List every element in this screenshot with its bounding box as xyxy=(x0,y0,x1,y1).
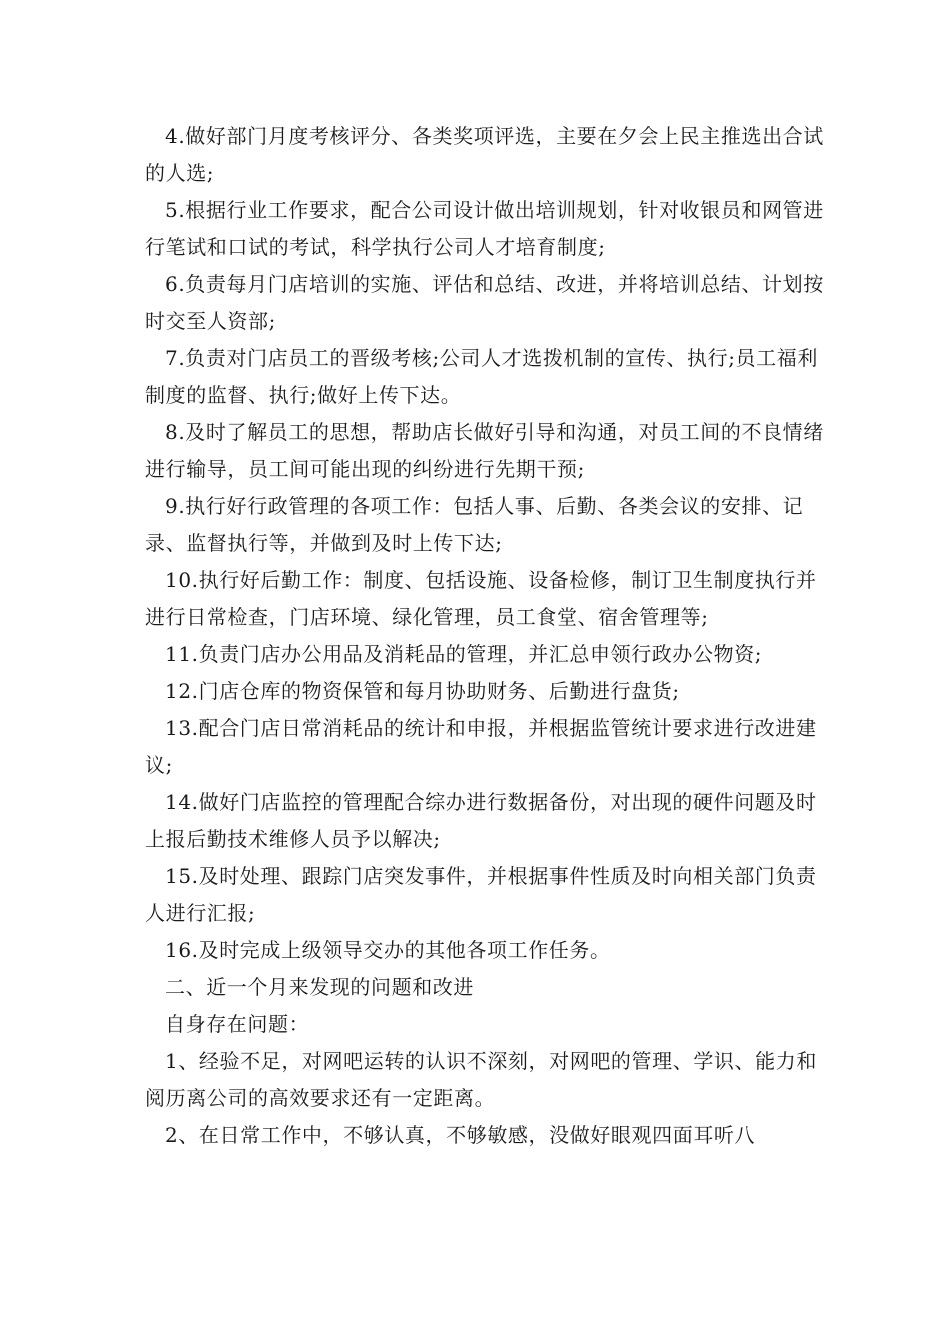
paragraph-item-9: 9.执行好行政管理的各项工作：包括人事、后勤、各类会议的安排、记录、监督执行等，并做到及时上传下达; xyxy=(145,494,804,555)
paragraph-item-8: 8.及时了解员工的思想，帮助店长做好引导和沟通，对员工间的不良情绪进行输导，员工间可能出现的纠纷进行先期干预; xyxy=(145,420,824,481)
document-body xyxy=(145,118,825,1154)
paragraph-item-6: 6.负责每月门店培训的实施、评估和总结、改进，并将培训总结、计划按时交至人资部; xyxy=(145,272,824,333)
paragraph-item-16: 16.及时完成上级领导交办的其他各项工作任务。 xyxy=(165,938,611,962)
paragraph-item-13: 13.配合门店日常消耗品的统计和申报，并根据监管统计要求进行改进建议; xyxy=(145,716,817,777)
paragraph-item-7: 7.负责对门店员工的晋级考核;公司人才选拨机制的宣传、执行;员工福利制度的监督、执行;做好上传下达。 xyxy=(145,346,818,407)
paragraph-item-15: 15.及时处理、跟踪门店突发事件，并根据事件性质及时向相关部门负责人进行汇报; xyxy=(145,864,817,925)
paragraph-item-11: 11.负责门店办公用品及消耗品的管理，并汇总申领行政办公物资; xyxy=(165,642,763,666)
problem-item-2: 2、在日常工作中，不够认真，不够敏感，没做好眼观四面耳听八 xyxy=(165,1123,756,1147)
subheading-problems: 自身存在问题： xyxy=(165,1012,310,1036)
paragraph-item-5: 5.根据行业工作要求，配合公司设计做出培训规划，针对收银员和网管进行笔试和口试的考试，科学执行公司人才培育制度; xyxy=(145,198,824,259)
problem-item-1: 1、经验不足，对网吧运转的认识不深刻，对网吧的管理、学识、能力和阅历离公司的高效要求还有一定距离。 xyxy=(145,1049,817,1110)
paragraph-item-4: 4.做好部门月度考核评分、各类奖项评选，主要在夕会上民主推选出合试的人选; xyxy=(145,124,824,185)
paragraph-item-14: 14.做好门店监控的管理配合综办进行数据备份，对出现的硬件问题及时上报后勤技术维修人员予以解决; xyxy=(145,790,817,851)
paragraph-item-12: 12.门店仓库的物资保管和每月协助财务、后勤进行盘货; xyxy=(165,679,680,703)
section-heading: 二、近一个月来发现的问题和改进 xyxy=(165,975,474,999)
paragraph-item-10: 10.执行好后勤工作：制度、包括设施、设备检修，制订卫生制度执行并进行日常检查，门店环境、绿化管理，员工食堂、宿舍管理等; xyxy=(145,568,817,629)
